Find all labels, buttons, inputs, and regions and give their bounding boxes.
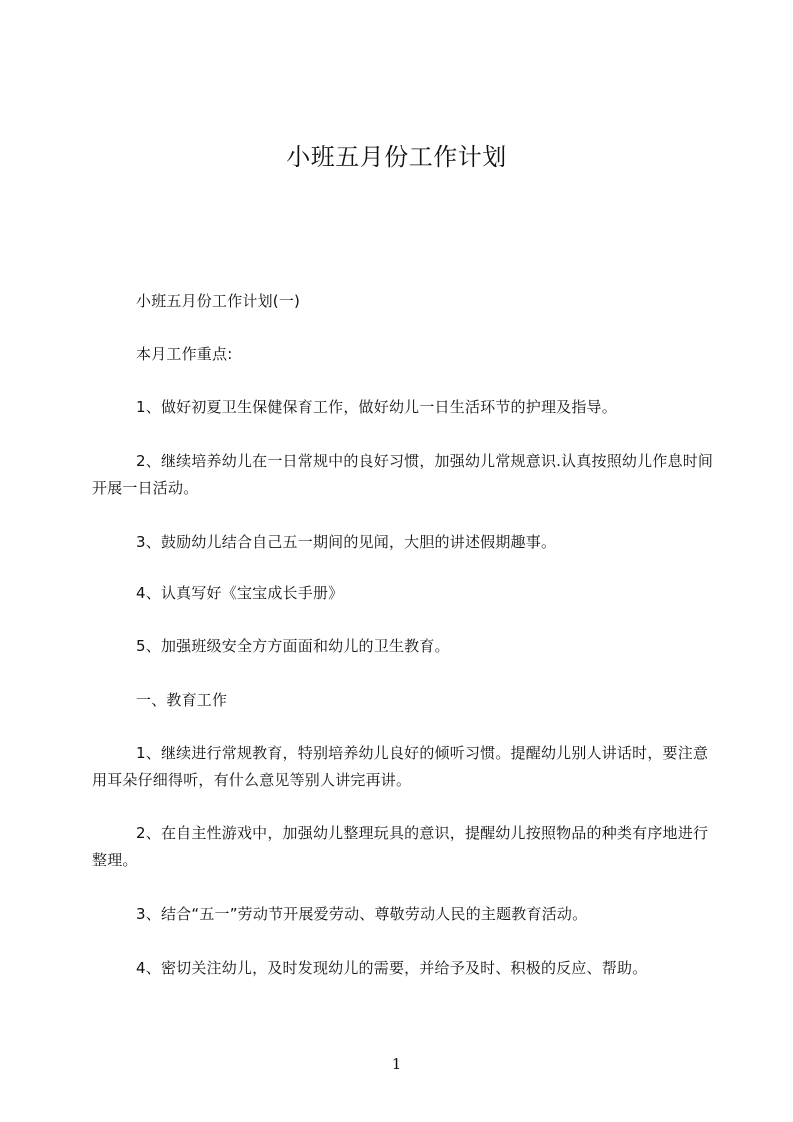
paragraph: 本月工作重点:: [136, 345, 233, 363]
list-item: 4、认真写好《宝宝成长手册》: [136, 584, 344, 602]
section-heading: 小班五月份工作计划(一): [136, 292, 301, 310]
section-heading: 一、教育工作: [136, 691, 228, 709]
list-item: 3、鼓励幼儿结合自己五一期间的见闻，大胆的讲述假期趣事。: [136, 533, 557, 551]
list-item: 1、继续进行常规教育，特别培养幼儿良好的倾听习惯。提醒幼儿别人讲话时，要注意用耳朵仔细得听，有什么意见等别人讲完再讲。: [92, 744, 709, 789]
document-title: 小班五月份工作计划: [286, 143, 507, 171]
list-item: 2、继续培养幼儿在一日常规中的良好习惯，加强幼儿常规意识.认真按照幼儿作息时间开展一日活动。: [92, 452, 714, 497]
list-item: 1、做好初夏卫生保健保育工作，做好幼儿一日生活环节的护理及指导。: [136, 398, 617, 416]
list-item: 3、结合“五一”劳动节开展爱劳动、尊敬劳动人民的主题教育活动。: [136, 905, 588, 923]
page-number: 1: [391, 1055, 402, 1073]
list-item: 4、密切关注幼儿，及时发现幼儿的需要，并给予及时、积极的反应、帮助。: [136, 959, 648, 977]
list-item: 5、加强班级安全方方面面和幼儿的卫生教育。: [136, 637, 450, 655]
list-item: 2、在自主性游戏中，加强幼儿整理玩具的意识，提醒幼儿按照物品的种类有序地进行整理。: [92, 824, 709, 869]
